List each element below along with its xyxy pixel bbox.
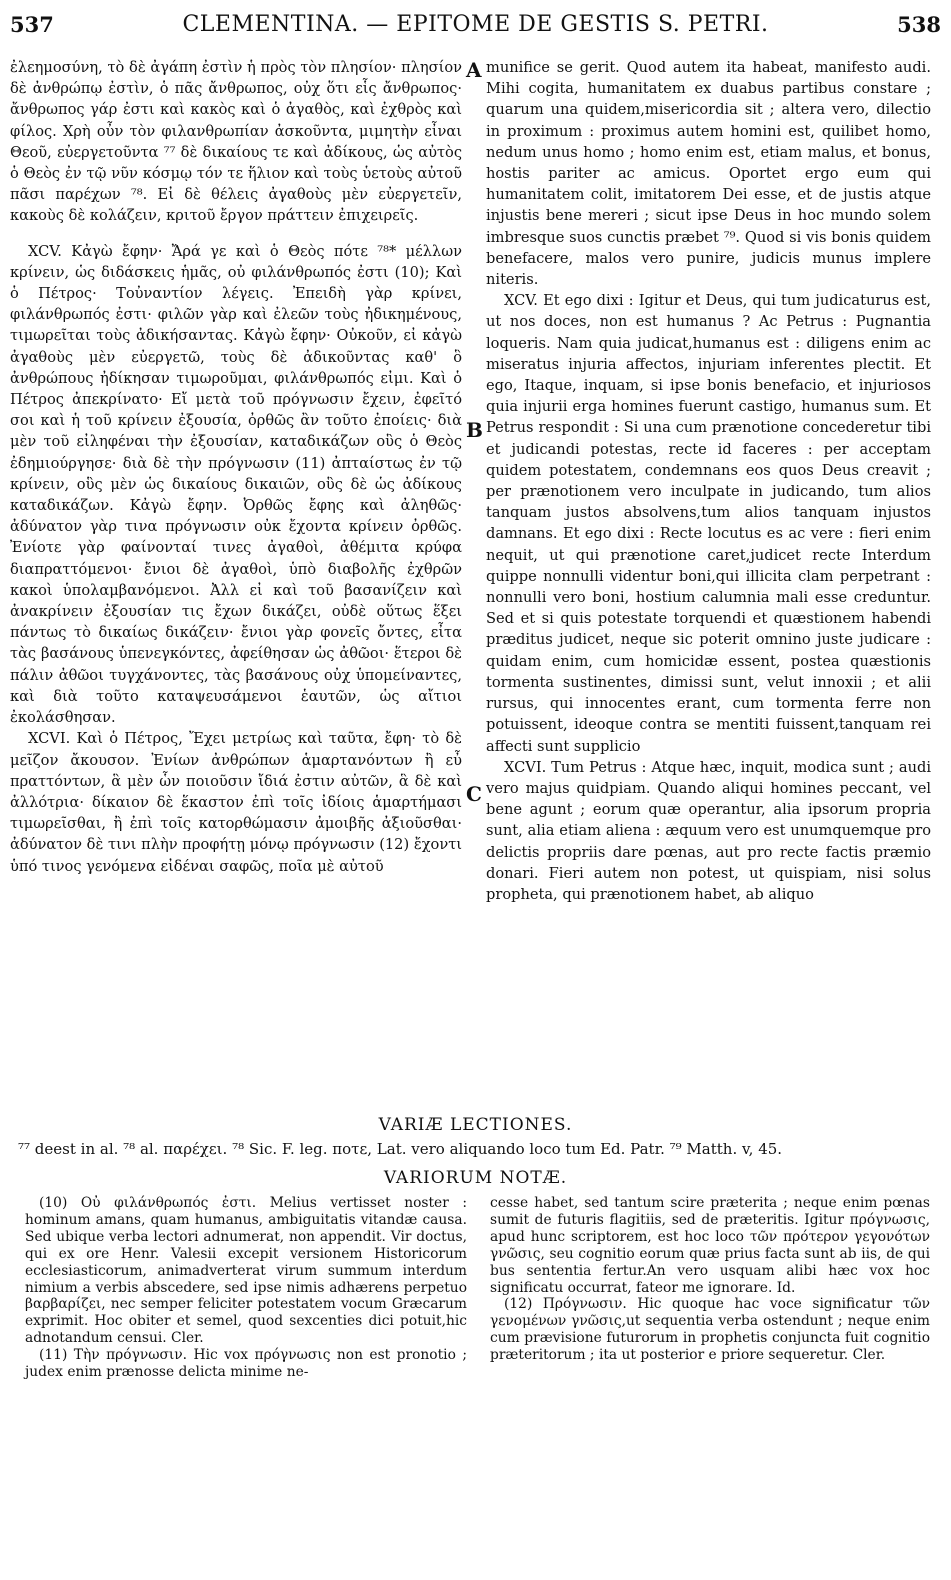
latin-section-xcvi: XCVI. Tum Petrus : Atque hæc, inquit, modica sunt ; audi vero majus quidpiam. Quando aliqui homines peccant, vel bene agunt ; eorum quæ operantur, alia ipsorum propria sunt, alia etiam aliena : æquum vero est unumquemque pro delictis propriis dare pœnas, aut pro recte factis præmio donari. Fieri autem non potest, ut quispiam, nisi solus propheta, qui prænotionem habet, ab aliquo [486,758,931,903]
greek-column [10,57,462,877]
notes-column-right [490,1195,930,1364]
greek-paragraph: ἐλεημοσύνη, τὸ δὲ ἀγάπη ἐστὶν ἡ πρὸς τὸν πλησίον· πλησίον δὲ ἀνθρώπῳ ἐστὶν, ὁ πᾶς ἄνθρωπος, οὐχ ὅτι εἷς ἄνθρωπος· ἄνθρωπος γάρ ἐστι καὶ κακὸς καὶ ὁ ἀγαθὸς, καὶ ἐχθρὸς καὶ φίλος. Χρὴ οὖν τὸν φιλανθρωπίαν ἀσκοῦντα, μιμητὴν εἶναι Θεοῦ, εὐεργετοῦντα ⁷⁷ δὲ δικαίους τε καὶ ἀδίκους, ὡς αὐτὸς ὁ Θεὸς ἐν τῷ νῦν κόσμῳ τόν τε ἥλιον καὶ τοὺς ὑετοὺς αὐτοῦ πᾶσι παρέχων ⁷⁸. Εἰ δὲ θέλεις ἀγαθοὺς μὲν εὐεργετεῖν, κακοὺς δὲ κολάζειν, κριτοῦ ἔργον πράττειν ἐπιχειρεῖς. [10,59,462,225]
note-10: (10) Οὐ φιλάνθρωπός ἐστι. Melius vertisset noster : hominum amans, quam humanus, ambiguitatis vitandæ causa. Sed ubique verba lectori adnumerat, non appendit. Vir doctus, qui ex ore Henr. Valesii excepit versionem Historicorum ecclesiasticorum, animadverterat virum summum interdum nimium a verbis abscedere, sed ipse nimis adhærens perpetuo βαρβαρίζει, nec semper feliciter potestatem vocum Græcarum exprimit. Hoc obiter et semel, quod sexcenties dici potuit,hic adnotandum censui. Cler. [25,1195,467,1347]
running-title: CLEMENTINA. — EPITOME DE GESTIS S. PETRI. [182,12,769,37]
greek-section-xcvi: XCVI. Καὶ ὁ Πέτρος, Ἔχει μετρίως καὶ ταῦτα, ἔφη· τὸ δὲ μεῖζον ἄκουσον. Ἐνίων ἀνθρώπων ἁμαρτανόντων ἢ εὖ πραττόντων, ἃ μὲν ὧν ποιοῦσιν ἴδιά ἐστιν αὐτῶν, ἃ δὲ καὶ ἀλλότρια· δίκαιον δὲ ἕκαστον ἐπὶ τοῖς ἰδίοις ἁμαρτήμασι τιμωρεῖσθαι, ἢ ἐπὶ τοῖς κατορθώμασιν ἀμοιβῆς ἀξιοῦσθαι· ἀδύνατον δὲ τινι πλὴν προφήτῃ μόνῳ πρόγνωσιν (12) ἔχοντι ὑπό τινος γενόμενα εἰδέναι σαφῶς, ποῖα μὲ αὐτοῦ [10,730,462,875]
margin-marker-c: C [466,782,482,806]
note-11-continued: cesse habet, sed tantum scire præterita ; neque enim pœnas sumit de futuris flagitiis, sed de præteritis. Igitur πρόγνωσις, apud hunc scriptorem, est hoc loco τῶν πρότερον γεγονότων γνῶσις, seu cognitio eorum quæ prius facta sunt ab iis, de qui bus sententia fertur.An vero usquam alibi hæc vox hoc significatu occurrat, fateor me ignorare. Id. [490,1195,930,1296]
notes-column-left [25,1195,467,1381]
variae-lectiones-heading: VARIÆ LECTIONES. [378,1115,573,1135]
greek-section-xcv: XCV. Κἀγὼ ἔφην· Ἄρά γε καὶ ὁ Θεὸς πότε ⁷⁸* μέλλων κρίνειν, ὡς διδάσκεις ἡμᾶς, οὐ φιλάνθρωπός ἐστι (10); Καὶ ὁ Πέτρος· Τοὐναντίον λέγεις. Ἐπειδὴ γὰρ κρίνει, φιλάνθρωπός ἐστι· φιλῶν γὰρ καὶ ἐλεῶν τοὺς ἠδικημένους, τιμωρεῖται τοὺς ἀδικήσαντας. Κἀγὼ ἔφην· Οὐκοῦν, εἰ κἀγὼ ἀγαθοὺς μὲν εὐεργετῶ, τοὺς δὲ ἀδικοῦντας καθ' ὃ ἀνθρώπους ἠδίκησαν τιμωροῦμαι, φιλάνθρωπός εἰμι. Καὶ ὁ Πέτρος ἀπεκρίνατο· Εἴ μετὰ τοῦ πρόγνωσιν ἔχειν, ἐφεῖτό σοι καὶ ἡ τοῦ κρίνειν ἐξουσία, ὀρθῶς ἂν τοῦτο ἐποίεις· διὰ μὲν τοῦ εἰληφέναι τὴν ἐξουσίαν, καταδικάζων οὓς ὁ Θεὸς ἐδημιούργησε· διὰ δὲ τὴν πρόγνωσιν (11) ἀπταίστως ἐν τῷ κρίνειν, οὓς μὲν ὡς δικαίους δικαιῶν, οὓς δὲ ὡς ἀδίκους καταδικάζων. Κἀγὼ ἔφην. Ὀρθῶς ἔφης καὶ ἀληθῶς· ἀδύνατον γὰρ τινα πρόγνωσιν οὐκ ἔχοντα κρίνειν ὀρθῶς. Ἐνίοτε γὰρ φαίνονταί τινες ἀγαθοὶ, ἀθέμιτα κρύφα διαπραττόμενοι· ἔνιοι δὲ ἀγαθοὶ, ὑπὸ διαβολῆς ἐχθρῶν κακοὶ ὑπολαμβανόμενοι. Ἀλλ εἰ καὶ τοῦ βασανίζειν καὶ ἀνακρίνειν ἐξουσίαν τις ἔχων δικάζει, οὐδὲ οὕτως ἕξει πάντως τὸ δικαίως δικάζειν· ἔνιοι γὰρ φονεῖς ὄντες, εἶτα τὰς βασάνους ὑπενεγκόντες, ἀφείθησαν ὡς ἀθῶοι· ἕτεροι δὲ πάλιν ἀθῶοι τυγχάνοντες, τὰς βασάνους οὐχ ὑπομείναντες, καὶ διὰ τοῦτο καταψευσάμενοι ἑαυτῶν, ὡς αἴτιοι ἐκολάσθησαν. [10,242,462,727]
note-11: (11) Τὴν πρόγνωσιν. Hic vox πρόγνωσις non est pronotio ; judex enim prænosse delicta minime ne- [25,1347,467,1381]
note-12: (12) Πρόγνωσιν. Hic quoque hac voce significatur τῶν γενομένων γνῶσις,ut sequentia verba ostendunt ; neque enim cum prævisione futurorum in prophetis conjuncta fuit cognitio præteritorum ; ita ut posterior e priore sequeretur. Cler. [490,1296,930,1364]
latin-paragraph: munifice se gerit. Quod autem ita habeat, manifesto audi. Mihi cogita, humanitatem ex duabus partibus constare ; quarum una quidem,misericordia sit ; altera vero, dilectio in proximum : proximus autem homini est, quilibet homo, nedum unus homo ; homo enim est, etiam malus, et bonus, hostis pariter ac amicus. Oportet ergo eum qui humanitatem colit, imitatorem Dei esse, et de justis atque injustis bene mereri ; sicut ipse Deus in hoc mundo solem imbresque suos cunctis præbet ⁷⁹. Quod si vis bonis quidem benefacere, malos vero punire, judicis munus implere niteris. [486,59,931,289]
page-number-left: 537 [10,12,54,37]
variorum-notae-heading: VARIORUM NOTÆ. [383,1168,568,1188]
page-number-right: 538 [897,12,941,37]
variae-lectiones-text: ⁷⁷ deest in al. ⁷⁸ al. παρέχει. ⁷⁸ Sic. F. leg. ποτε, Lat. vero aliquando loco tum Ed. Patr. ⁷⁹ Matth. v, 45. [18,1140,783,1158]
running-header [10,12,941,52]
margin-marker-a: A [466,58,482,82]
latin-column [486,57,931,905]
margin-marker-b: B [466,418,483,442]
latin-section-xcv: XCV. Et ego dixi : Igitur et Deus, qui tum judicaturus est, ut nos doces, non est humanus ? Ac Petrus : Pugnantia loqueris. Nam quia judicat,humanus est : diligens enim ac miseratus injuria affectos, injuriam inferentes plectit. Et ego, Itaque, inquam, si ipse bonis benefacio, et injuriosos quia injurii erga homines fuerunt castigo, humanus sum. Et Petrus respondit : Si una cum prænotione concederetur tibi et judicandi potestas, recte id faceres : per acceptam quidem potestatem, condemnans eos quos Deus creavit ; per prænotionem vero inculpate in judicando, tum alios tanquam justos absolvens,tum alios tanquam injustos damnans. Et ego dixi : Recte locutus es ac vere : fieri enim nequit, ut qui prænotione caret,judicet recte Interdum quippe nonnulli videntur boni,qui illicita clam perpetrant : nonnulli vero boni, hostium calumnia mali esse creduntur. Sed et si quis potestate torquendi et quæstionem habendi præditus judicet, neque sic poterit omnino juste judicare : quidam enim, cum homicidæ essent, postea quæstionis tormenta sustinentes, dimissi sunt, velut innoxii ; et alii rursus, qui innocentes erant, cum tormenta ferre non potuissent, ideoque contra se mentiti fuissent,tanquam rei affecti sunt supplicio [486,292,931,755]
